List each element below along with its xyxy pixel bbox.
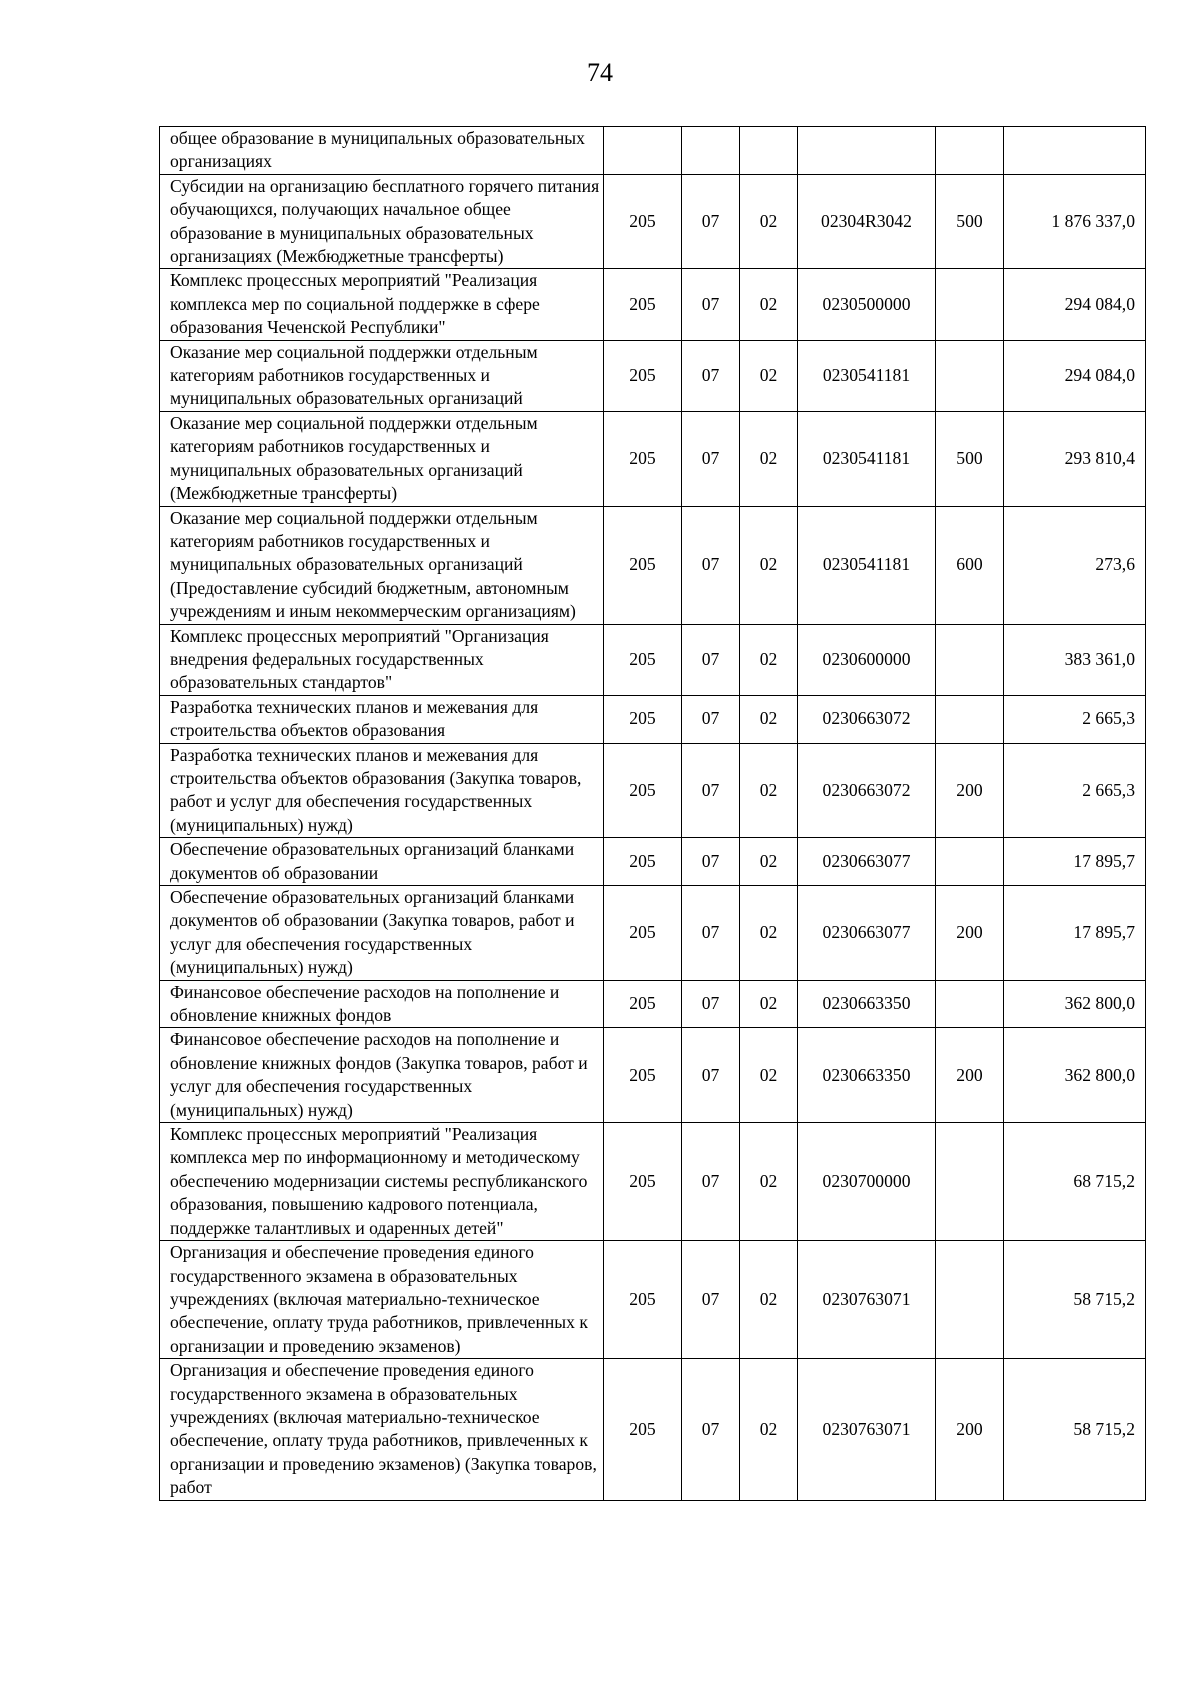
expense-name-cell: Обеспечение образовательных организаций бланками документов об образовании: [160, 838, 604, 886]
expense-name-cell: Финансовое обеспечение расходов на пополнение и обновление книжных фондов (Закупка товаров, работ и услуг для обеспечения государственных (муниципальных) нужд): [160, 1028, 604, 1123]
grbs-code-cell: 205: [604, 411, 682, 506]
grbs-code-cell: 205: [604, 174, 682, 269]
grbs-code-cell: 205: [604, 624, 682, 695]
section-code-cell: 07: [682, 838, 740, 886]
subsection-code-cell: 02: [740, 174, 798, 269]
expense-name-cell: Разработка технических планов и межевания для строительства объектов образования (Закупка товаров, работ и услуг для обеспечения государственных (муниципальных) нужд): [160, 743, 604, 838]
table-row: [160, 127, 1146, 175]
target-article-cell: 0230500000: [798, 269, 936, 340]
subsection-code-cell: 02: [740, 695, 798, 743]
grbs-code-cell: 205: [604, 886, 682, 981]
expense-type-cell: [936, 980, 1004, 1028]
section-code-cell: 07: [682, 340, 740, 411]
target-article-cell: 0230541181: [798, 340, 936, 411]
grbs-code-cell: 205: [604, 695, 682, 743]
grbs-code-cell: [604, 127, 682, 175]
target-article-cell: 0230663072: [798, 695, 936, 743]
amount-cell: 293 810,4: [1004, 411, 1146, 506]
section-code-cell: 07: [682, 506, 740, 624]
expense-type-cell: [936, 1241, 1004, 1359]
grbs-code-cell: 205: [604, 1028, 682, 1123]
expense-type-cell: 200: [936, 1359, 1004, 1500]
subsection-code-cell: 02: [740, 980, 798, 1028]
table-row: [160, 838, 1146, 886]
expense-name-cell: Обеспечение образовательных организаций бланками документов об образовании (Закупка товаров, работ и услуг для обеспечения государственных (муниципальных) нужд): [160, 886, 604, 981]
subsection-code-cell: 02: [740, 838, 798, 886]
section-code-cell: 07: [682, 1241, 740, 1359]
expense-name-cell: Субсидии на организацию бесплатного горячего питания обучающихся, получающих начальное общее образование в муниципальных образовательных организациях (Межбюджетные трансферты): [160, 174, 604, 269]
amount-cell: 58 715,2: [1004, 1241, 1146, 1359]
grbs-code-cell: 205: [604, 506, 682, 624]
expense-name-cell: Комплекс процессных мероприятий "Реализация комплекса мер по социальной поддержке в сфере образования Чеченской Республики": [160, 269, 604, 340]
page-number: 74: [587, 58, 613, 87]
target-article-cell: 0230763071: [798, 1241, 936, 1359]
target-article-cell: 0230663077: [798, 838, 936, 886]
table-row: [160, 1241, 1146, 1359]
amount-cell: 1 876 337,0: [1004, 174, 1146, 269]
table-row: [160, 695, 1146, 743]
grbs-code-cell: 205: [604, 1359, 682, 1500]
expense-name-cell: Оказание мер социальной поддержки отдельным категориям работников государственных и муниципальных образовательных организаций: [160, 340, 604, 411]
expense-type-cell: [936, 127, 1004, 175]
expense-name-cell: Оказание мер социальной поддержки отдельным категориям работников государственных и муниципальных образовательных организаций (Межбюджетные трансферты): [160, 411, 604, 506]
section-code-cell: 07: [682, 1359, 740, 1500]
table-row: [160, 743, 1146, 838]
budget-table: [159, 126, 1146, 1501]
amount-cell: 294 084,0: [1004, 269, 1146, 340]
subsection-code-cell: 02: [740, 506, 798, 624]
expense-name-cell: Комплекс процессных мероприятий "Организация внедрения федеральных государственных образовательных стандартов": [160, 624, 604, 695]
amount-cell: 273,6: [1004, 506, 1146, 624]
table-row: [160, 1359, 1146, 1500]
subsection-code-cell: 02: [740, 886, 798, 981]
grbs-code-cell: 205: [604, 743, 682, 838]
expense-type-cell: [936, 269, 1004, 340]
target-article-cell: 0230600000: [798, 624, 936, 695]
amount-cell: 2 665,3: [1004, 695, 1146, 743]
grbs-code-cell: 205: [604, 838, 682, 886]
table-row: [160, 174, 1146, 269]
subsection-code-cell: 02: [740, 743, 798, 838]
expense-name-cell: Оказание мер социальной поддержки отдельным категориям работников государственных и муниципальных образовательных организаций (Предоставление субсидий бюджетным, автономным учреждениям и иным некоммерческим организациям): [160, 506, 604, 624]
subsection-code-cell: [740, 127, 798, 175]
subsection-code-cell: 02: [740, 1028, 798, 1123]
section-code-cell: 07: [682, 886, 740, 981]
expense-name-cell: Разработка технических планов и межевания для строительства объектов образования: [160, 695, 604, 743]
expense-type-cell: [936, 624, 1004, 695]
grbs-code-cell: 205: [604, 1123, 682, 1241]
expense-name-cell: Организация и обеспечение проведения единого государственного экзамена в образовательных учреждениях (включая материально-техническое обеспечение, оплату труда работников, привлеченных к организации и проведению экзаменов) (Закупка товаров, работ: [160, 1359, 604, 1500]
table-row: [160, 980, 1146, 1028]
subsection-code-cell: 02: [740, 624, 798, 695]
expense-type-cell: 500: [936, 411, 1004, 506]
expense-type-cell: 200: [936, 886, 1004, 981]
target-article-cell: 0230700000: [798, 1123, 936, 1241]
expense-type-cell: [936, 838, 1004, 886]
amount-cell: 58 715,2: [1004, 1359, 1146, 1500]
expense-type-cell: [936, 340, 1004, 411]
amount-cell: 2 665,3: [1004, 743, 1146, 838]
subsection-code-cell: 02: [740, 1123, 798, 1241]
subsection-code-cell: 02: [740, 1241, 798, 1359]
section-code-cell: 07: [682, 269, 740, 340]
amount-cell: 17 895,7: [1004, 838, 1146, 886]
target-article-cell: 0230663072: [798, 743, 936, 838]
table-row: [160, 1123, 1146, 1241]
target-article-cell: 0230763071: [798, 1359, 936, 1500]
expense-name-cell: общее образование в муниципальных образовательных организациях: [160, 127, 604, 175]
target-article-cell: 02304R3042: [798, 174, 936, 269]
section-code-cell: 07: [682, 980, 740, 1028]
expense-type-cell: 200: [936, 1028, 1004, 1123]
target-article-cell: 0230663077: [798, 886, 936, 981]
target-article-cell: 0230663350: [798, 1028, 936, 1123]
section-code-cell: 07: [682, 695, 740, 743]
subsection-code-cell: 02: [740, 340, 798, 411]
expense-name-cell: Финансовое обеспечение расходов на пополнение и обновление книжных фондов: [160, 980, 604, 1028]
table-row: [160, 269, 1146, 340]
subsection-code-cell: 02: [740, 269, 798, 340]
section-code-cell: 07: [682, 624, 740, 695]
target-article-cell: 0230663350: [798, 980, 936, 1028]
grbs-code-cell: 205: [604, 980, 682, 1028]
section-code-cell: 07: [682, 411, 740, 506]
target-article-cell: 0230541181: [798, 506, 936, 624]
target-article-cell: [798, 127, 936, 175]
section-code-cell: [682, 127, 740, 175]
amount-cell: 68 715,2: [1004, 1123, 1146, 1241]
section-code-cell: 07: [682, 1123, 740, 1241]
table-row: [160, 1028, 1146, 1123]
expense-type-cell: 600: [936, 506, 1004, 624]
expense-type-cell: 200: [936, 743, 1004, 838]
subsection-code-cell: 02: [740, 411, 798, 506]
expense-type-cell: [936, 695, 1004, 743]
amount-cell: 294 084,0: [1004, 340, 1146, 411]
target-article-cell: 0230541181: [798, 411, 936, 506]
subsection-code-cell: 02: [740, 1359, 798, 1500]
budget-table-body: [160, 127, 1146, 1501]
table-row: [160, 886, 1146, 981]
section-code-cell: 07: [682, 174, 740, 269]
table-row: [160, 340, 1146, 411]
table-row: [160, 624, 1146, 695]
expense-name-cell: Комплекс процессных мероприятий "Реализация комплекса мер по информационному и методическому обеспечению модернизации системы республиканского образования, повышению кадрового потенциала, поддержке талантливых и одаренных детей": [160, 1123, 604, 1241]
amount-cell: 17 895,7: [1004, 886, 1146, 981]
grbs-code-cell: 205: [604, 1241, 682, 1359]
table-row: [160, 506, 1146, 624]
amount-cell: 383 361,0: [1004, 624, 1146, 695]
expense-name-cell: Организация и обеспечение проведения единого государственного экзамена в образовательных учреждениях (включая материально-техническое обеспечение, оплату труда работников, привлеченных к организации и проведению экзаменов): [160, 1241, 604, 1359]
amount-cell: [1004, 127, 1146, 175]
amount-cell: 362 800,0: [1004, 1028, 1146, 1123]
section-code-cell: 07: [682, 743, 740, 838]
amount-cell: 362 800,0: [1004, 980, 1146, 1028]
table-row: [160, 411, 1146, 506]
grbs-code-cell: 205: [604, 340, 682, 411]
section-code-cell: 07: [682, 1028, 740, 1123]
expense-type-cell: 500: [936, 174, 1004, 269]
expense-type-cell: [936, 1123, 1004, 1241]
grbs-code-cell: 205: [604, 269, 682, 340]
